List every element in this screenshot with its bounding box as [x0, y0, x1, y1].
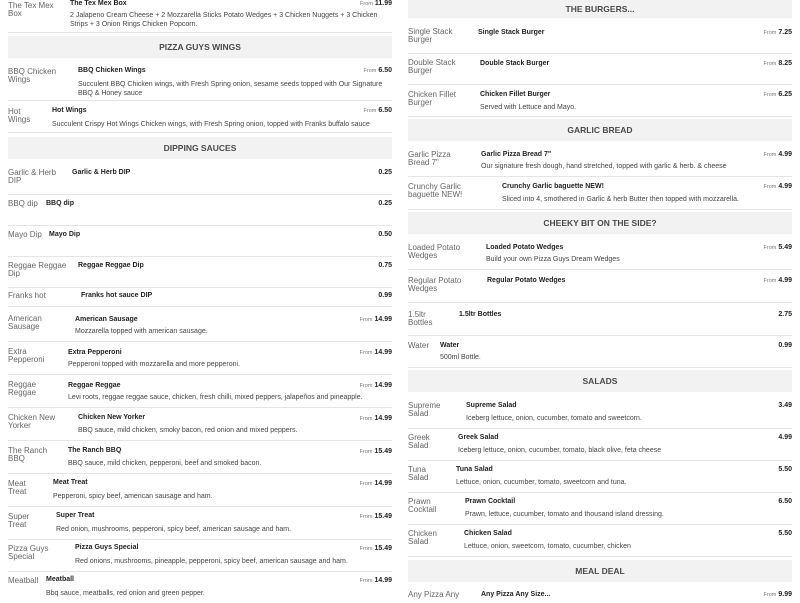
item-price: 5.50: [778, 530, 792, 537]
item-description: Prawn, lettuce, cucumber, tomato and thousand island dressing.: [465, 511, 664, 518]
section-header-pizza-guys-wings: PIZZA GUYS WINGS: [8, 36, 392, 58]
item-name: Any Pizza Any Size...: [481, 591, 551, 598]
item-price: From 15.49: [359, 513, 392, 520]
item-price: From 15.49: [359, 545, 392, 552]
item-image: Extra Pepperoni: [8, 348, 45, 364]
section-header-garlic-bread: GARLIC BREAD: [408, 119, 792, 141]
menu-item-the-ranch-bbq[interactable]: [8, 443, 392, 474]
menu-item-franks-hot-sauce-dip[interactable]: [8, 290, 392, 307]
menu-item-tuna-salad[interactable]: [408, 462, 792, 493]
item-description: Succulent Crispy Hot Wings Chicken wings, with Fresh Spring onion, topped with Franks buffalo sauce: [52, 121, 370, 128]
item-image: Pizza Guys Special: [8, 545, 49, 561]
item-price: 2.75: [778, 311, 792, 318]
item-image: Double Stack Burger: [408, 59, 456, 75]
item-name: Reggae Reggae: [68, 382, 121, 389]
menu-item-extra-pepperoni[interactable]: [8, 344, 392, 375]
item-price: From 15.49: [359, 448, 392, 455]
item-price: From 8.25: [763, 60, 792, 67]
menu-item-tex-mex-box[interactable]: [8, 0, 392, 33]
item-name: Extra Pepperoni: [68, 349, 122, 356]
item-name: Super Treat: [56, 512, 95, 519]
menu-item-reggae-reggae-dip[interactable]: [8, 259, 392, 288]
item-name: BBQ Chicken Wings: [78, 67, 146, 74]
item-image: Hot Wings: [8, 108, 31, 124]
menu-item-garlic-pizza-bread[interactable]: [408, 146, 792, 177]
item-price: From 9.99: [763, 591, 792, 598]
section-header-salads: SALADS: [408, 370, 792, 392]
item-image: Chicken Salad: [408, 530, 437, 546]
menu-item-supreme-salad[interactable]: [408, 398, 792, 429]
menu-item-chicken-new-yorker[interactable]: [8, 410, 392, 441]
item-image: Garlic Pizza Bread 7": [408, 151, 451, 167]
menu-item-bbq-chicken-wings[interactable]: [8, 64, 392, 101]
item-price: From 5.49: [763, 244, 792, 251]
item-image: 1.5ltr Bottles: [408, 311, 433, 327]
item-name: Pizza Guys Special: [75, 544, 139, 551]
menu-item-chicken-fillet-burger[interactable]: [408, 87, 792, 117]
item-name: Mayo Dip: [49, 231, 81, 238]
item-price: From 7.25: [763, 29, 792, 36]
menu-item-bbq-dip[interactable]: [8, 197, 392, 226]
item-price: From 6.50: [363, 67, 392, 74]
item-description: Our signature fresh dough, hand stretched, topped with garlic & herb. & cheese: [481, 163, 727, 170]
item-name: Crunchy Garlic baguette NEW!: [502, 183, 604, 190]
item-image: Crunchy Garlic baguette NEW!: [408, 183, 463, 199]
item-image: Reggae Reggae Dip: [8, 262, 67, 278]
menu-item-water[interactable]: [408, 337, 792, 368]
item-name: Prawn Cocktail: [465, 498, 516, 505]
item-image: BBQ dip: [8, 200, 38, 208]
item-image: Meatball: [8, 577, 39, 585]
menu-item-regular-potato-wedges[interactable]: [408, 272, 792, 303]
item-description: 2 Jalapeno Cream Cheese + 2 Mozzarella Sticks Potato Wedges + 3 Chicken Nuggets + 3 Chicken Strips + 3 Onion Rings Chicken Popcorn.: [70, 12, 378, 28]
menu-item-american-sausage[interactable]: [8, 311, 392, 342]
menu-item-pizza-guys-special[interactable]: [8, 541, 392, 572]
menu-item-single-stack-burger[interactable]: [408, 24, 792, 54]
item-name: The Ranch BBQ: [68, 447, 122, 454]
item-name: BBQ dip: [46, 200, 74, 207]
item-image: Water: [408, 342, 430, 350]
item-price: 0.25: [378, 200, 392, 207]
item-description: Sliced into 4, smothered in Garlic & herb Butter then topped with mozzarella.: [502, 196, 739, 203]
menu-item-bottles[interactable]: [408, 305, 792, 336]
item-description: 500ml Bottle.: [440, 354, 481, 361]
item-price: From 14.99: [359, 577, 392, 584]
item-description: Pepperoni, spicy beef, american sausage and ham.: [53, 493, 213, 500]
menu-item-chicken-salad[interactable]: [408, 526, 792, 557]
menu-item-prawn-cocktail[interactable]: [408, 494, 792, 525]
item-price: 0.50: [378, 231, 392, 238]
item-image: Supreme Salad: [408, 402, 441, 418]
section-header-burgers: THE BURGERS...: [408, 0, 792, 18]
item-name: Franks hot sauce DIP: [81, 292, 153, 299]
item-image: Meat Treat: [8, 480, 27, 496]
item-name: Garlic Pizza Bread 7": [481, 151, 552, 158]
item-price: 3.49: [778, 402, 792, 409]
item-price: From 4.99: [763, 151, 792, 158]
item-image: Any Pizza Any: [408, 591, 460, 599]
item-image: Regular Potato Wedges: [408, 277, 462, 293]
item-description: Bbq sauce, meatballs, red onion and green pepper.: [46, 590, 205, 597]
item-description: Build your own Pizza Guys Dream Wedges: [486, 256, 620, 263]
section-header-cheeky-bit: CHEEKY BIT ON THE SIDE?: [408, 212, 792, 234]
item-description: Served with Lettuce and Mayo.: [480, 104, 577, 111]
menu-item-reggae-reggae[interactable]: [8, 377, 392, 408]
item-price: From 6.50: [363, 107, 392, 114]
menu-item-crunchy-garlic-baguette[interactable]: [408, 179, 792, 210]
menu-item-meatball[interactable]: [8, 573, 392, 603]
item-description: Red onions, mushrooms, pineapple, pepperoni, spicy beef, american sausage and ham.: [75, 558, 348, 565]
item-name: Single Stack Burger: [478, 29, 545, 36]
item-name: Meatball: [46, 576, 75, 583]
item-image: The Tex Mex Box: [8, 2, 54, 18]
item-image: Reggae Reggae: [8, 381, 37, 397]
item-name: 1.5ltr Bottles: [459, 311, 502, 318]
item-price: From 4.99: [763, 277, 792, 284]
item-image: Super Treat: [8, 513, 30, 529]
item-description: Mozzarella topped with american sausage.: [75, 328, 208, 335]
item-name: Chicken Fillet Burger: [480, 91, 551, 98]
section-header-dipping-sauces: DIPPING SAUCES: [8, 137, 392, 159]
item-price: 0.99: [778, 342, 792, 349]
item-price: From 14.99: [359, 480, 392, 487]
item-image: Franks hot: [8, 292, 46, 300]
item-name: Hot Wings: [52, 107, 87, 114]
item-description: Pepperoni topped with mozzarella and more pepperoni.: [68, 361, 240, 368]
item-description: Lettuce, onion, sweetcorn, tomato, cucumber, chicken: [464, 543, 631, 550]
item-name: American Sausage: [75, 316, 138, 323]
item-description: Iceberg lettuce, onion, cucumber, tomato, black olive, feta cheese: [458, 447, 662, 454]
item-price: From 14.99: [359, 349, 392, 356]
item-name: Reggae Reggae Dip: [78, 262, 144, 269]
item-name: Tuna Salad: [456, 466, 493, 473]
item-name: Double Stack Burger: [480, 60, 550, 67]
item-price: From 14.99: [359, 382, 392, 389]
menu-item-greek-salad[interactable]: [408, 430, 792, 461]
item-description: Lettuce, onion, cucumber, tomato, sweetcorn and tuna.: [456, 479, 627, 486]
item-name: Greek Salad: [458, 434, 499, 441]
item-description: Levi roots, reggae reggae sauce, chicken, fresh chilli, mixed peppers, jalapeños and pineapple.: [68, 394, 363, 401]
item-price: From 14.99: [359, 316, 392, 323]
item-name: Loaded Potato Wedges: [486, 244, 564, 251]
item-image: Greek Salad: [408, 434, 430, 450]
item-description: BBQ sauce, mild chicken, pepperoni, beef and smoked bacon.: [68, 460, 262, 467]
item-name: Garlic & Herb DIP: [72, 169, 131, 176]
item-name: Chicken New Yorker: [78, 414, 146, 421]
item-price: From 4.99: [763, 183, 792, 190]
menu-item-meat-treat[interactable]: [8, 476, 392, 507]
item-name: Meat Treat: [53, 479, 88, 486]
item-image: Chicken New Yorker: [8, 414, 56, 430]
menu-item-double-stack-burger[interactable]: [408, 55, 792, 85]
item-price: 5.50: [778, 466, 792, 473]
item-image: BBQ Chicken Wings: [8, 68, 57, 84]
item-price: 4.99: [778, 434, 792, 441]
item-image: Prawn Cocktail: [408, 498, 437, 514]
item-price: 6.50: [778, 498, 792, 505]
item-price: 0.99: [378, 292, 392, 299]
item-price: 0.75: [378, 262, 392, 269]
section-header-meal-deal: MEAL DEAL: [408, 560, 792, 582]
menu-item-loaded-potato-wedges[interactable]: [408, 239, 792, 270]
item-image: American Sausage: [8, 315, 42, 331]
item-image: The Ranch BBQ: [8, 447, 48, 463]
item-name: Supreme Salad: [466, 402, 517, 409]
item-description: Iceberg lettuce, onion, cucumber, tomato and sweetcorn.: [466, 415, 642, 422]
item-name: Regular Potato Wedges: [487, 277, 566, 284]
item-name: Water: [440, 342, 460, 349]
item-image: Mayo Dip: [8, 231, 42, 239]
item-description: Succulent BBQ Chicken wings, with Fresh Spring onion, sesame seeds topped with Our Signature BBQ & Honey sauce: [78, 81, 383, 97]
menu-item-mayo-dip[interactable]: [8, 228, 392, 257]
item-description: Red onion, mushrooms, pepperoni, spicy beef, american sausage and ham.: [56, 526, 292, 533]
item-image: Garlic & Herb DIP: [8, 169, 57, 185]
item-price: From 14.99: [359, 415, 392, 422]
menu-item-super-treat[interactable]: [8, 509, 392, 540]
item-image: Chicken Fillet Burger: [408, 91, 457, 107]
item-image: Single Stack Burger: [408, 28, 453, 44]
item-name: The Tex Mex Box: [70, 0, 127, 7]
item-price: From 6.25: [763, 91, 792, 98]
menu-item-hot-wings[interactable]: [8, 104, 392, 133]
item-image: Loaded Potato Wedges: [408, 244, 461, 260]
item-price: From 11.99: [360, 0, 392, 7]
menu-item-garlic-herb-dip[interactable]: [8, 166, 392, 195]
item-image: Tuna Salad: [408, 466, 429, 482]
item-name: Chicken Salad: [464, 530, 512, 537]
item-description: BBQ sauce, mild chicken, smoky bacon, red onion and mixed peppers.: [78, 427, 298, 434]
item-price: 0.25: [378, 169, 392, 176]
